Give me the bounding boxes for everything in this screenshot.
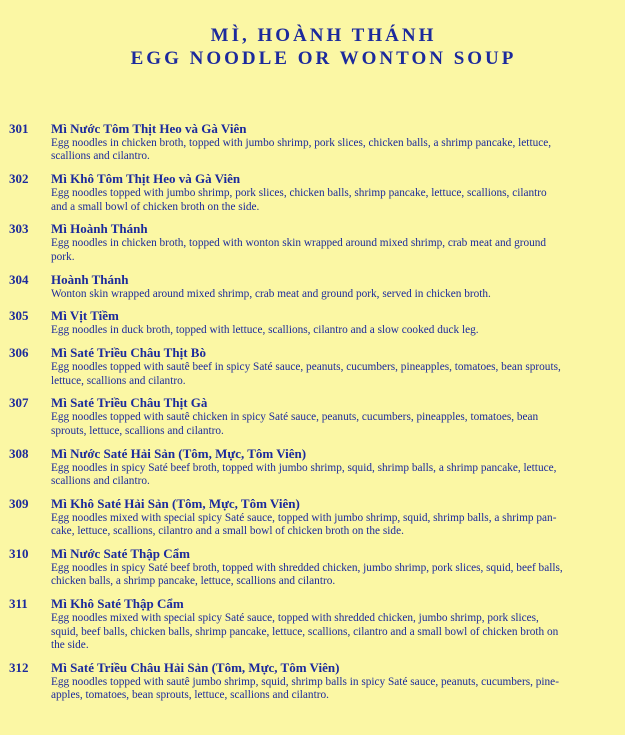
menu-item <box>0 171 625 214</box>
item-name: Mì Nước Saté Hải Sản (Tôm, Mực, Tôm Viên) <box>51 445 307 461</box>
description-line: the side. <box>51 639 89 652</box>
description-line: sprouts, lettuce, scallions and cilantro. <box>51 424 224 437</box>
menu-item <box>0 345 625 388</box>
item-description <box>51 411 585 438</box>
menu-item <box>0 546 625 589</box>
item-description <box>51 237 585 264</box>
description-line: chicken balls, a shrimp pancake, lettuce, scallions and cilantro. <box>51 575 336 588</box>
description-line: Egg noodles topped with sautê beef in spicy Saté sauce, peanuts, cucumbers, pineapples, tomatoes, bean sprouts, <box>51 361 561 374</box>
description-line: cake, lettuce, scallions, cilantro and a small bowl of chicken broth on the side. <box>51 525 404 538</box>
description-line: Egg noodles in chicken broth, topped with jumbo shrimp, pork slices, chicken balls, a shrimp pancake, lettuce, <box>51 137 552 149</box>
item-description <box>51 676 585 703</box>
menu-item <box>0 660 625 703</box>
section-title-vietnamese: MÌ, HOÀNH THÁNH <box>210 25 437 46</box>
item-number: 312 <box>9 659 29 675</box>
item-description <box>51 612 585 652</box>
item-name: Mì Khô Tôm Thịt Heo và Gà Viên <box>51 171 241 187</box>
menu-item <box>0 121 625 164</box>
item-name: Mì Hoành Thánh <box>51 221 148 237</box>
item-name: Mì Nước Saté Thập Cẩm <box>51 546 190 562</box>
description-line: scallions and cilantro. <box>51 150 150 163</box>
item-name: Mì Saté Triều Châu Hải Sản (Tôm, Mực, Tôm Viên) <box>51 659 340 675</box>
menu-item <box>0 596 625 652</box>
item-description <box>51 324 585 337</box>
description-line: squid, beef balls, chicken balls, shrimp pancake, lettuce, scallions, cilantro and a small bowl of chicken broth on <box>51 625 559 638</box>
item-number: 304 <box>9 271 29 287</box>
item-number: 310 <box>9 546 29 562</box>
item-number: 305 <box>9 308 29 324</box>
item-name: Mì Khô Saté Hải Sản (Tôm, Mực, Tôm Viên) <box>51 495 300 511</box>
item-number: 302 <box>9 171 29 187</box>
item-number: 303 <box>9 221 29 237</box>
menu-item <box>0 496 625 539</box>
item-number: 306 <box>9 345 29 361</box>
description-line: Egg noodles topped with jumbo shrimp, pork slices, chicken balls, shrimp pancake, lettuce, scallions, cilantro <box>51 187 547 200</box>
menu-header <box>0 24 625 70</box>
menu-item <box>0 221 625 264</box>
menu-item <box>0 308 625 337</box>
description-line: Egg noodles mixed with special spicy Saté sauce, topped with jumbo shrimp, squid, shrimp balls, a shrimp pan- <box>51 511 557 524</box>
item-name: Hoành Thánh <box>51 271 129 287</box>
item-number: 309 <box>9 495 29 511</box>
item-description <box>51 288 585 301</box>
item-description <box>51 187 585 214</box>
description-line: scallions and cilantro. <box>51 475 150 488</box>
description-line: Egg noodles in spicy Saté beef broth, topped with jumbo shrimp, squid, shrimp balls, a shrimp pancake, lettuce, <box>51 461 557 474</box>
description-line: Egg noodles in duck broth, topped with lettuce, scallions, cilantro and a slow cooked duck leg. <box>51 324 479 337</box>
description-line: pork. <box>51 250 75 263</box>
description-line: Egg noodles in chicken broth, topped with wonton skin wrapped around mixed shrimp, crab meat and ground <box>51 237 547 250</box>
menu-item <box>0 272 625 301</box>
item-number: 307 <box>9 395 29 411</box>
description-line: lettuce, scallions and cilantro. <box>51 374 186 387</box>
menu-item <box>0 446 625 489</box>
item-description <box>51 512 585 539</box>
item-name: Mì Khô Saté Thập Cẩm <box>51 596 184 612</box>
description-line: Wonton skin wrapped around mixed shrimp, crab meat and ground pork, served in chicken broth. <box>51 287 491 300</box>
description-line: Egg noodles topped with sautê jumbo shrimp, squid, shrimp balls in spicy Saté sauce, peanuts, cucumbers, pine- <box>51 675 559 688</box>
item-description <box>51 137 585 164</box>
item-number: 308 <box>9 445 29 461</box>
description-line: Egg noodles topped with sautê chicken in spicy Saté sauce, peanuts, cucumbers, pineapples, tomatoes, bean <box>51 411 539 424</box>
menu-list <box>0 121 625 710</box>
item-name: Mì Saté Triều Châu Thịt Gà <box>51 395 208 411</box>
item-name: Mì Saté Triều Châu Thịt Bò <box>51 345 206 361</box>
item-number: 311 <box>9 596 28 612</box>
menu-item <box>0 395 625 438</box>
section-title-english: EGG NOODLE OR WONTON SOUP <box>130 48 517 69</box>
item-description <box>51 562 585 589</box>
item-description <box>51 361 585 388</box>
description-line: Egg noodles in spicy Saté beef broth, topped with shredded chicken, jumbo shrimp, pork slices, squid, beef balls, <box>51 562 563 575</box>
description-line: Egg noodles mixed with special spicy Saté sauce, topped with shredded chicken, jumbo shrimp, pork slices, <box>51 612 539 625</box>
description-line: and a small bowl of chicken broth on the side. <box>51 200 260 213</box>
item-name: Mì Vịt Tiềm <box>51 308 119 324</box>
description-line: apples, tomatoes, bean sprouts, lettuce, scallions and cilantro. <box>51 689 329 702</box>
item-description <box>51 462 585 489</box>
item-name: Mì Nước Tôm Thịt Heo và Gà Viên <box>51 121 247 136</box>
item-number: 301 <box>9 121 29 136</box>
